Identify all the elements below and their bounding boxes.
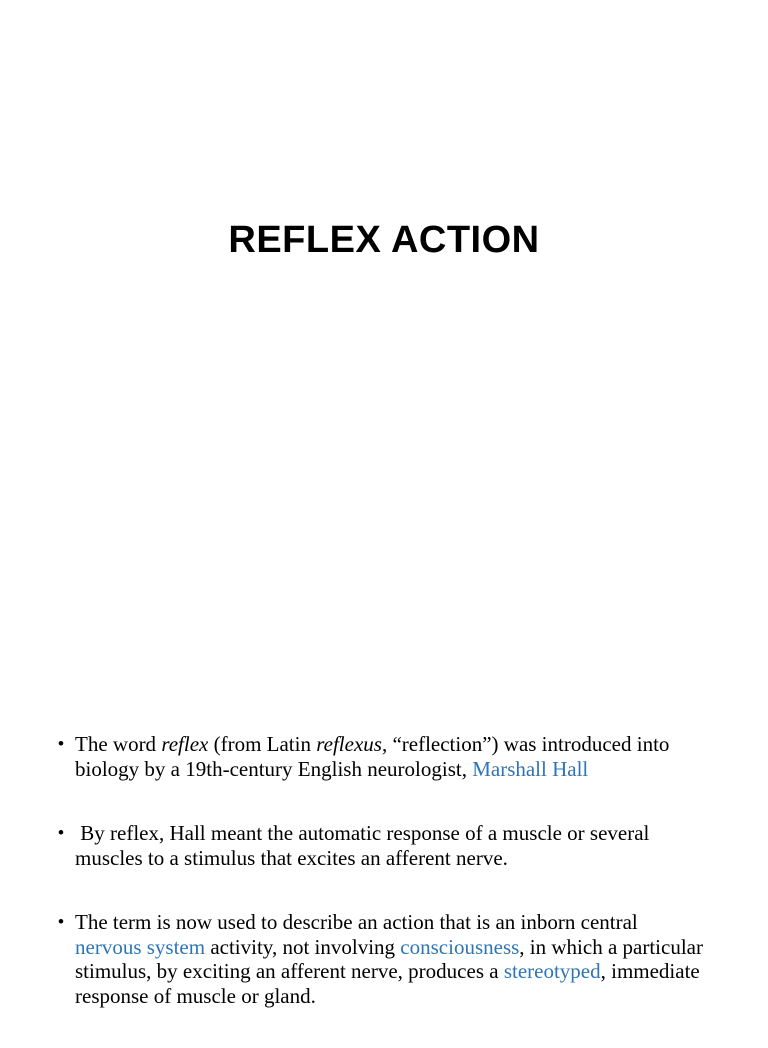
bullet-text: , “reflection”) was introduced into biology by a 19th-century English neurologist,	[75, 732, 670, 781]
bullet-item-reflex-origin	[58, 732, 708, 781]
link-marshall-hall[interactable]: Marshall Hall	[472, 756, 589, 781]
bullet-item-hall-definition	[58, 821, 708, 870]
term-reflexus: reflexus	[316, 732, 382, 756]
link-stereotyped[interactable]: stereotyped	[503, 959, 601, 983]
link-consciousness[interactable]: consciousness	[400, 934, 520, 959]
bullet-list	[58, 732, 708, 1048]
bullet-text: The word	[75, 732, 162, 756]
bullet-item-modern-definition	[58, 910, 708, 1008]
bullet-icon: •	[58, 734, 64, 753]
bullet-text: The term is now used to describe an action that is an inborn central	[75, 910, 638, 934]
slide-title: REFLEX ACTION	[228, 219, 540, 261]
bullet-text: , immediate response of muscle or gland.	[75, 959, 700, 1008]
content-slide	[0, 688, 768, 1024]
link-nervous-system[interactable]: nervous system	[75, 934, 206, 959]
bullet-text: (from Latin	[208, 732, 317, 756]
bullet-icon: •	[58, 912, 64, 931]
bullet-icon: •	[58, 823, 64, 842]
bullet-text: , in which a particular stimulus, by exciting an afferent nerve, produces a	[75, 934, 703, 983]
term-reflex: reflex	[161, 732, 209, 756]
bullet-text: By reflex, Hall meant the automatic response of a muscle or several muscles to a stimulus that excites an afferent nerve.	[75, 821, 650, 870]
bullet-text: activity, not involving	[205, 934, 401, 959]
